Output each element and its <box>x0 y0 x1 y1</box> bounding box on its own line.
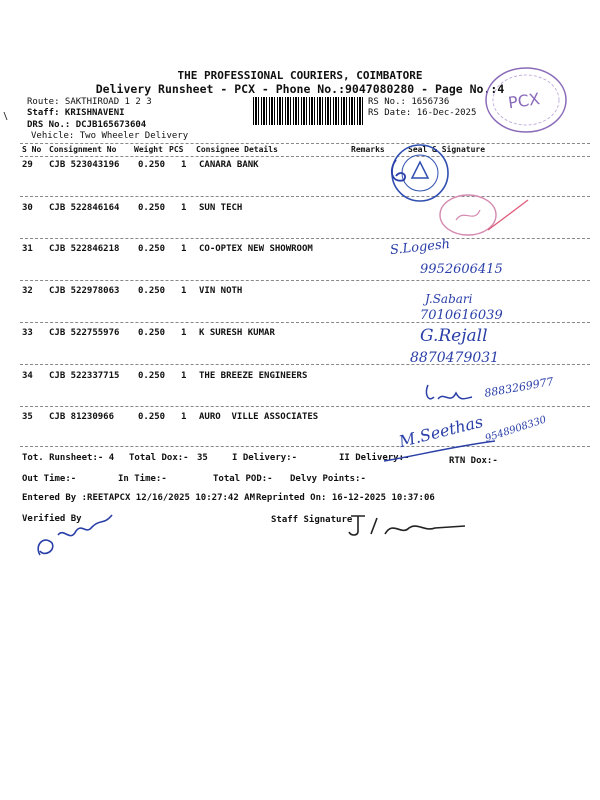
rs-number: RS No.: 1656736 <box>368 97 450 107</box>
handwritten-phone: 9952606415 <box>420 262 503 277</box>
vehicle-text: Vehicle: Two Wheeler Delivery <box>31 131 189 141</box>
col-seal: Seal & Signature <box>408 145 486 154</box>
stamp-label: PCX <box>506 89 542 113</box>
total-dox-label: Total Dox:- <box>129 453 189 463</box>
rs-date: RS Date: 16-Dec-2025 <box>368 108 477 118</box>
staff-signature-label: Staff Signature <box>271 515 353 525</box>
runsheet-title: Delivery Runsheet - PCX - Phone No.:9047080280 - Page No.:4 <box>95 82 505 96</box>
handwritten-name: J.Sabari <box>425 292 473 306</box>
rtn-dox: RTN Dox:- <box>449 456 498 466</box>
entered-by: Entered By :REETAPCX 12/16/2025 10:27:42 AM <box>22 493 255 503</box>
col-sno: S No <box>22 145 42 154</box>
col-pcs: PCS <box>169 145 184 154</box>
i-delivery: I Delivery:- <box>232 453 298 463</box>
signature-icon <box>420 375 480 415</box>
handwritten-phone: 9548908330 <box>483 414 548 445</box>
signature-stroke-icon <box>380 435 500 465</box>
staff-signature-icon <box>345 510 475 540</box>
in-time: In Time:- <box>118 474 167 484</box>
handwritten-phone: 7010616039 <box>420 308 503 323</box>
handwritten-name: M.Seethas <box>396 411 485 452</box>
verified-by-label: Verified By <box>22 514 82 524</box>
verifier-signature-icon <box>30 505 140 565</box>
handwritten-name: G.Rejall <box>420 326 488 346</box>
route-text: Route: SAKTHIROAD 1 2 3 <box>27 97 152 107</box>
handwritten-phone: 8870479031 <box>410 350 500 366</box>
col-consignee: Consignee Details <box>196 145 278 154</box>
staff-text: Staff: KRISHNAVENI <box>27 108 125 118</box>
reprinted-on: Reprinted On: 16-12-2025 10:37:06 <box>256 493 435 503</box>
drs-number: DRS No.: DCJB165673604 <box>27 120 147 130</box>
handwritten-phone: 8883269977 <box>483 375 555 400</box>
tot-runsheet: Tot. Runsheet:- 4 <box>22 453 115 463</box>
pcx-stamp-icon <box>478 62 578 142</box>
margin-mark-icon <box>2 110 12 122</box>
handwritten-name: S.Logesh <box>389 236 451 259</box>
col-remarks: Remarks <box>351 145 385 154</box>
delvy-points: Delvy Points:- <box>290 474 366 484</box>
ii-delivery: II Delivery:- <box>339 453 410 463</box>
barcode <box>253 97 363 125</box>
company-title: THE PROFESSIONAL COURIERS, COIMBATORE <box>177 69 423 82</box>
col-weight: Weight <box>134 145 163 154</box>
total-dox-value: 35 <box>197 453 208 463</box>
total-pod: Total POD:- <box>213 474 273 484</box>
col-consignment: Consignment No <box>49 145 117 154</box>
out-time: Out Time:- <box>22 474 77 484</box>
